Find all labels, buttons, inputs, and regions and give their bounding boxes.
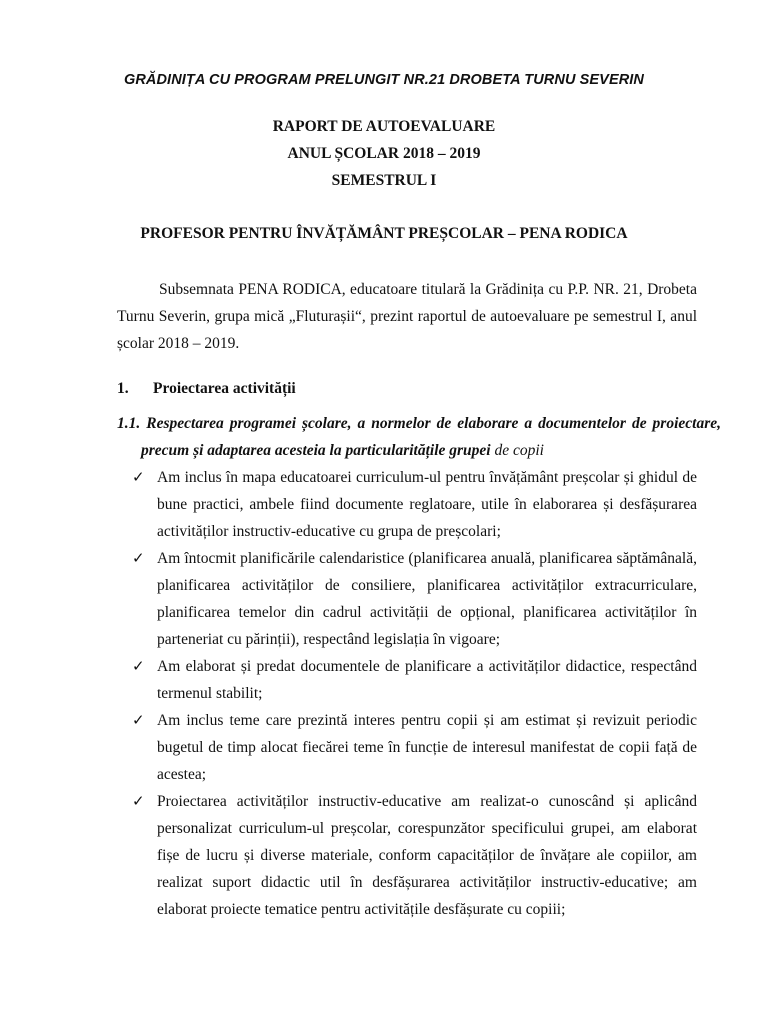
report-title: RAPORT DE AUTOEVALUARE xyxy=(272,118,496,135)
section-heading xyxy=(117,380,296,398)
list-item xyxy=(130,788,697,923)
list-item-text: Am inclus teme care prezintă interes pentru copii și am estimat și revizuit periodic bugetul de timp alocat fiecărei teme în funcție de interesul manifestat de copii față de acestea; xyxy=(157,712,697,783)
list-item-text: Am inclus în mapa educatoarei curriculum-ul pentru învățământ preșcolar și ghidul de bune practici, ambele fiind documente reglatoare, utile în elaborarea și desfășurarea activităților instructiv-educative cu grupa de preșcolari; xyxy=(157,469,697,540)
teacher-line: PROFESOR PENTRU ÎNVĂȚĂMÂNT PREȘCOLAR – PENA RODICA xyxy=(140,225,628,242)
check-icon: ✓ xyxy=(132,549,145,567)
check-icon: ✓ xyxy=(132,711,145,729)
school-year: ANUL ȘCOLAR 2018 – 2019 xyxy=(287,145,481,162)
subsection-heading xyxy=(117,410,721,464)
list-item xyxy=(130,464,697,545)
intro-paragraph: Subsemnata PENA RODICA, educatoare titulară la Grădinița cu P.P. NR. 21, Drobeta Turnu Severin, grupa mică „Fluturașii“, prezint raportul de autoevaluare pe semestrul I, anul școlar 2018 – 2019. xyxy=(117,281,697,352)
check-icon: ✓ xyxy=(132,792,145,810)
list-item-text: Am elaborat și predat documentele de planificare a activităților didactice, respectând termenul stabilit; xyxy=(157,658,697,702)
section-title: Proiectarea activității xyxy=(153,380,296,397)
list-item xyxy=(130,545,697,653)
list-item-text: Am întocmit planificările calendaristice (planificarea anuală, planificarea săptămânală, planificarea activităților de consiliere, planificarea activităților extracurriculare, planificarea temelor din cadrul activității de opțional, planificarea activităților în parteneriat cu părinții), respectând legislația în vigoare; xyxy=(157,550,697,648)
check-icon: ✓ xyxy=(132,468,145,486)
checklist xyxy=(130,464,697,923)
school-name: GRĂDINIȚA CU PROGRAM PRELUNGIT NR.21 DROBETA TURNU SEVERIN xyxy=(123,72,645,88)
subsection-title: Respectarea programei școlare, a normelor de elaborare a documentelor de proiectare, precum și adaptarea acesteia la particularitățile grupei xyxy=(141,415,721,459)
list-item xyxy=(130,653,697,707)
check-icon: ✓ xyxy=(132,657,145,675)
list-item-text: Proiectarea activităților instructiv-educative am realizat-o cunoscând și aplicând personalizat curriculum-ul preșcolar, corespunzător specificului grupei, am elaborat fișe de lucru și diverse materiale, conform capacităților de învățare ale copiilor, am realizat suport didactic util în desfășurarea activităților instructiv-educative; am elaborat proiecte tematice pentru activitățile desfășurate cu copiii; xyxy=(157,793,697,918)
subsection-number: 1.1. xyxy=(117,415,141,432)
semester: SEMESTRUL I xyxy=(331,172,437,189)
list-item xyxy=(130,707,697,788)
section-number: 1. xyxy=(117,380,129,397)
subsection-tail: de copii xyxy=(494,442,544,459)
